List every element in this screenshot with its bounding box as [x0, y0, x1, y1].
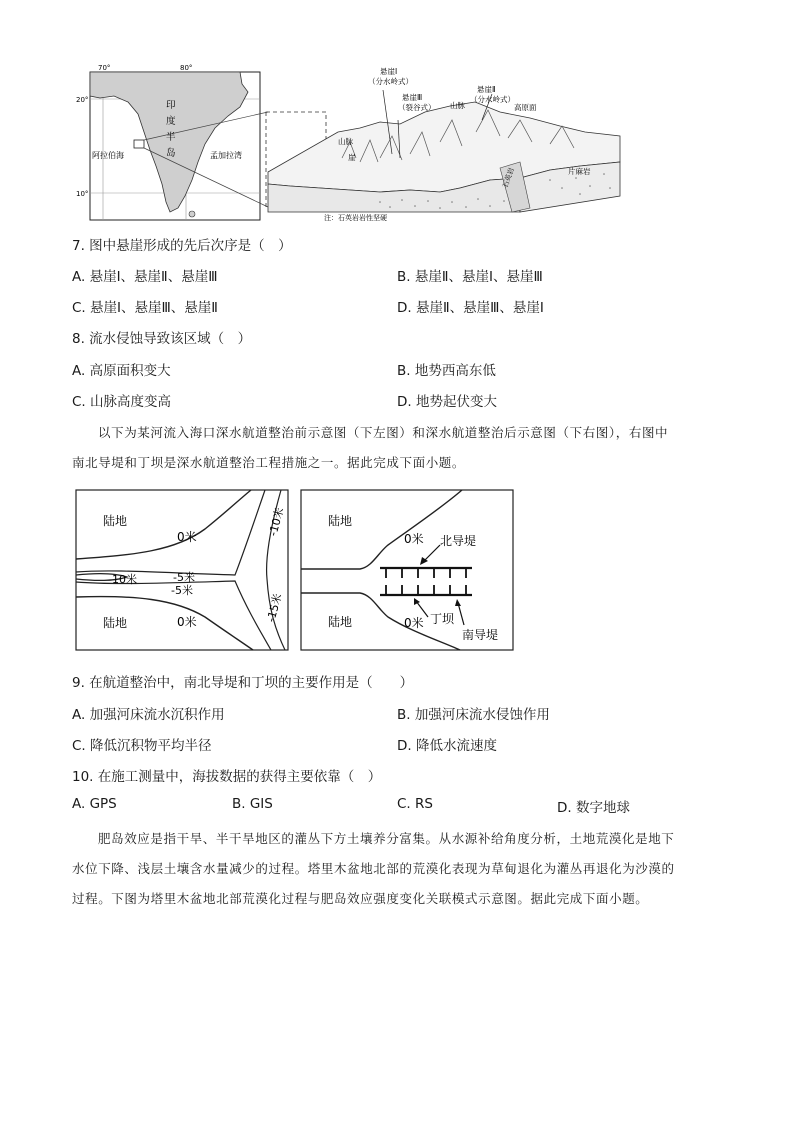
q9-option-d[interactable]: D. 降低水流速度 [397, 738, 497, 754]
cliff-mid-label: 崖 [348, 153, 356, 162]
lon-80-label: 80° [180, 64, 193, 72]
groyne-label: 丁坝 [430, 612, 455, 626]
cliff1-label: 悬崖Ⅰ [380, 67, 398, 76]
cliff2-type: （分水岭式） [470, 95, 515, 104]
right-zero-bottom: 0米 [404, 616, 424, 630]
gneiss-label: 片麻岩 [568, 167, 591, 176]
bay-of-bengal-label: 孟加拉湾 [210, 151, 242, 160]
q9-stem: 9. 在航道整治中，南北导堤和丁坝的主要作用是（ ） [72, 675, 414, 691]
q8-option-c[interactable]: C. 山脉高度变高 [72, 394, 172, 410]
block-diagram [266, 66, 620, 222]
intro3-line2: 水位下降、浅层土壤含水量减少的过程。塔里木盆地北部的荒漠化表现为草甸退化为灌丛再退化为沙漠的 [72, 861, 675, 876]
q8-option-b[interactable]: B. 地势西高东低 [397, 363, 496, 379]
left-minus15-label: -15米 [264, 592, 285, 624]
india-map [76, 64, 268, 220]
q8-stem: 8. 流水侵蚀导致该区域（ ） [72, 331, 252, 347]
cliff3-type: （裂谷式） [398, 103, 436, 112]
lat-10-label: 10° [76, 190, 89, 198]
mountain-mid-label: 山脉 [450, 101, 465, 110]
lon-70-label: 70° [98, 64, 111, 72]
left-zero-bottom: 0米 [177, 615, 197, 629]
intro3-line1: 肥岛效应是指干旱、半干旱地区的灌丛下方土壤养分富集。从水源补给角度分析，土地荒漠化是地下 [98, 831, 675, 846]
intro3-line3: 过程。下图为塔里木盆地北部荒漠化过程与肥岛效应强度变化关联模式示意图。据此完成下面小题。 [72, 891, 649, 906]
intro2-line1: 以下为某河流入海口深水航道整治前示意图（下左图）和深水航道整治后示意图（下右图），右图中 [98, 425, 669, 440]
plateau-label: 高原面 [514, 103, 537, 112]
left-zero-top: 0米 [177, 530, 197, 544]
cliff3-label: 悬崖Ⅲ [402, 93, 423, 102]
q7-option-b[interactable]: B. 悬崖Ⅱ、悬崖Ⅰ、悬崖Ⅲ [397, 269, 543, 285]
intro2-line2: 南北导堤和丁坝是深水航道整治工程措施之一。据此完成下面小题。 [72, 455, 466, 470]
q9-option-a[interactable]: A. 加强河床流水沉积作用 [72, 707, 225, 723]
figure1 [76, 62, 640, 232]
left-minus10-inner-label: -10米 [108, 573, 137, 586]
q9-option-b[interactable]: B. 加强河床流水侵蚀作用 [397, 707, 550, 723]
peninsula-label-2: 度 [166, 116, 176, 127]
q7-option-c[interactable]: C. 悬崖Ⅰ、悬崖Ⅲ、悬崖Ⅱ [72, 300, 218, 316]
peninsula-label-3: 半 [166, 132, 176, 143]
left-land-bottom: 陆地 [103, 616, 128, 630]
figure2-right [300, 489, 514, 651]
q10-option-c[interactable]: C. RS [397, 796, 433, 812]
right-zero-top: 0米 [404, 532, 424, 546]
q7-option-d[interactable]: D. 悬崖Ⅱ、悬崖Ⅲ、悬崖Ⅰ [397, 300, 544, 316]
peninsula-label-4: 岛 [166, 148, 176, 159]
q10-option-b[interactable]: B. GIS [232, 796, 273, 812]
q7-stem: 7. 图中悬崖形成的先后次序是（ ） [72, 238, 292, 254]
q8-option-a[interactable]: A. 高原面积变大 [72, 363, 171, 379]
quartzite-label: 石英岩 [501, 166, 516, 190]
q7-option-a[interactable]: A. 悬崖Ⅰ、悬崖Ⅱ、悬崖Ⅲ [72, 269, 218, 285]
q10-stem: 10. 在施工测量中，海拔数据的获得主要依靠（ ） [72, 769, 382, 785]
right-land-top: 陆地 [328, 514, 353, 528]
south-dike-label: 南导堤 [462, 628, 499, 642]
mountain-left-label: 山脉 [338, 137, 353, 146]
arabian-sea-label: 阿拉伯海 [92, 151, 124, 160]
sri-lanka-shape [189, 211, 195, 217]
north-dike-label: 北导堤 [440, 534, 477, 548]
figure2-left [75, 489, 289, 651]
left-land-top: 陆地 [103, 514, 128, 528]
peninsula-label-1: 印 [166, 100, 176, 111]
left-minus5-bottom-label: -5米 [171, 584, 193, 597]
cliff2-label: 悬崖Ⅱ [477, 85, 496, 94]
q8-option-d[interactable]: D. 地势起伏变大 [397, 394, 497, 410]
lat-20-label: 20° [76, 96, 89, 104]
left-minus10-right-label: -10米 [266, 506, 287, 538]
left-minus5-top-label: -5米 [173, 571, 195, 584]
q10-option-a[interactable]: A. GPS [72, 796, 117, 812]
cliff1-type: （分水岭式） [368, 77, 413, 86]
q10-option-d[interactable]: D. 数字地球 [557, 800, 630, 816]
right-land-bottom: 陆地 [328, 615, 353, 629]
figure1-note: 注：石英岩岩性坚硬 [324, 214, 387, 222]
q9-option-c[interactable]: C. 降低沉积物平均半径 [72, 738, 212, 754]
